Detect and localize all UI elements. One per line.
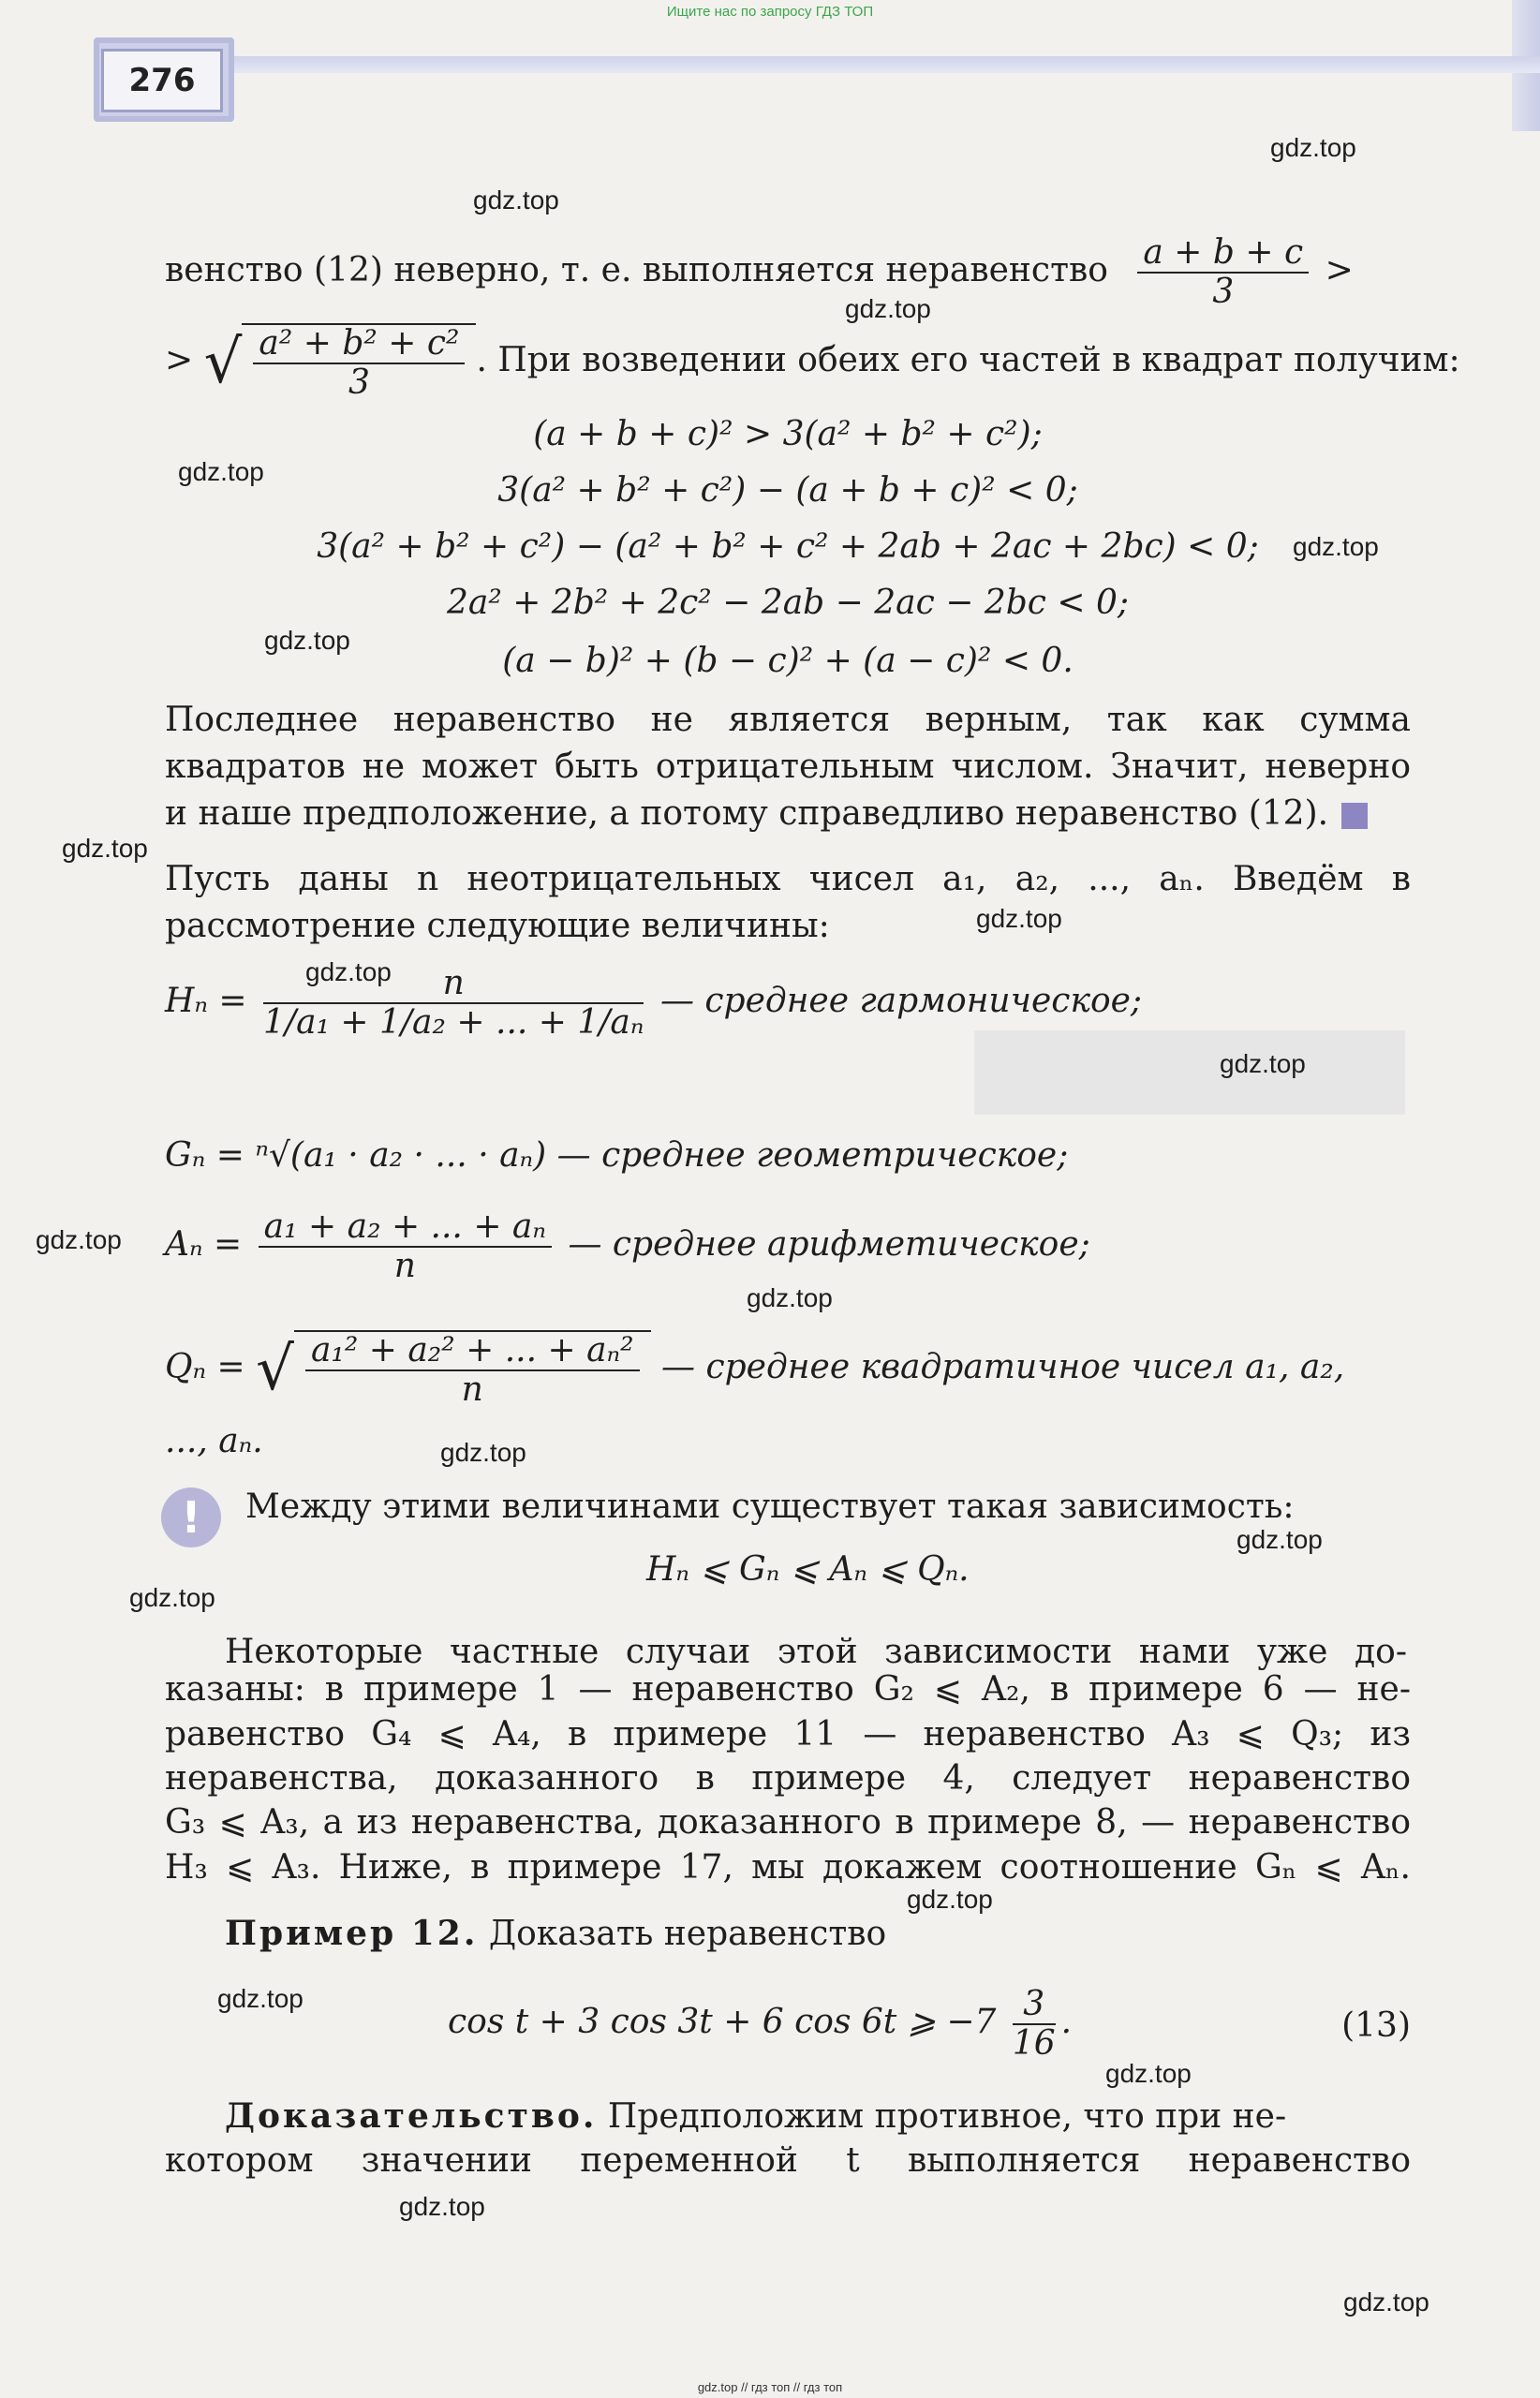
header-rule — [234, 56, 1540, 73]
equation-line: (a − b)² + (b − c)² + (a − c)² < 0. — [502, 642, 1074, 680]
fraction — [1137, 234, 1309, 311]
watermark: gdz.top — [473, 185, 559, 215]
greater-sign: > — [165, 341, 194, 379]
end-of-proof-square-icon — [1341, 803, 1368, 829]
proof-line: котором значении переменной t выполняется неравенство — [165, 2141, 1411, 2180]
formula-lhs: Qₙ = — [165, 1348, 245, 1386]
text-span: венство (12) неверно, т. е. выполняется неравенство — [165, 251, 1108, 289]
watermark: gdz.top — [36, 1225, 122, 1254]
formula-geometric-mean — [165, 1133, 1411, 1178]
formula-quadratic-mean — [165, 1330, 1411, 1409]
proof-text: Предположим противное, что при не- — [607, 2097, 1287, 2136]
formula-description: — среднее гармоническое; — [659, 982, 1143, 1020]
paragraph-line: неравенства, доказанного в примере 4, следует неравенство — [165, 1759, 1411, 1798]
fraction-numerator: n — [263, 965, 644, 1004]
formula-description: — среднее геометрическое; — [556, 1136, 1069, 1175]
example-text: Доказать неравенство — [488, 1915, 887, 1953]
watermark: gdz.top — [1343, 2287, 1429, 2317]
watermark: gdz.top — [1105, 2059, 1192, 2088]
bottom-note: gdz.top // гдз топ // гдз топ — [697, 2380, 843, 2394]
formula-lhs: Gₙ = ⁿ√(a₁ · a₂ · ... · aₙ) — [165, 1136, 547, 1175]
watermark: gdz.top — [845, 294, 931, 323]
fraction — [305, 1332, 640, 1409]
example-label: Пример 12. — [225, 1914, 479, 1953]
example-formula — [448, 1986, 1197, 2063]
text-span: и наше предположение, а потому справедливо неравенство (12). — [165, 794, 1329, 833]
sqrt-sign: √ — [203, 328, 243, 397]
paragraph-line: G₃ ⩽ A₃, а из неравенства, доказанного в примере 8, — неравенство — [165, 1803, 1411, 1842]
fraction-numerator: a² + b² + c² — [253, 325, 465, 364]
paragraph-line: Пусть даны n неотрицательных чисел a₁, a₂, ..., aₙ. Введём в — [165, 860, 1411, 898]
greater-sign: > — [1325, 251, 1354, 289]
attention-icon: ! — [161, 1488, 221, 1547]
paragraph-line: равенство G₄ ⩽ A₄, в примере 11 — неравенство A₃ ⩽ Q₃; из — [165, 1715, 1411, 1754]
fraction-denominator: 16 — [1012, 2024, 1056, 2063]
watermark: gdz.top — [305, 957, 392, 986]
watermark: gdz.top — [976, 904, 1062, 933]
fraction-denominator: 3 — [1212, 273, 1235, 311]
watermark: gdz.top — [217, 1984, 304, 2013]
equation-line: 3(a² + b² + c²) − (a + b + c)² < 0; — [497, 471, 1078, 510]
paragraph-line: Некоторые частные случаи этой зависимости нами уже до- — [225, 1633, 1407, 1671]
watermark: gdz.top — [264, 626, 350, 655]
text-line — [165, 234, 1401, 311]
bleed-through-block — [974, 1030, 1405, 1115]
fraction-denominator: n — [461, 1370, 483, 1409]
relation-formula: Hₙ ⩽ Gₙ ⩽ Aₙ ⩽ Qₙ. — [646, 1550, 970, 1589]
formula-lhs: Hₙ = — [165, 982, 247, 1020]
relation-text: Между этими величинами существует такая зависимость: — [245, 1488, 1295, 1526]
example-heading — [225, 1911, 1471, 1957]
text-span: . При возведении обеих его частей в квадрат получим: — [476, 341, 1460, 379]
sqrt-body — [242, 323, 476, 402]
paragraph-line — [165, 792, 1411, 836]
fraction-denominator: 3 — [348, 363, 370, 402]
page-number: 276 — [101, 49, 223, 112]
fraction — [253, 325, 465, 402]
formula-arithmetic-mean — [165, 1208, 1411, 1285]
fraction-numerator: a + b + c — [1137, 234, 1309, 274]
proof-label: Доказательство. — [225, 2096, 598, 2136]
formula-lhs: Aₙ = — [165, 1225, 243, 1264]
watermark: gdz.top — [62, 834, 148, 863]
equation-number: (13) — [1341, 2006, 1411, 2045]
fraction-denominator: n — [393, 1247, 416, 1285]
paragraph-line: Последнее неравенство не является верным, так как сумма — [165, 701, 1411, 739]
formula-lhs: cos t + 3 cos 3t + 6 cos 6t ⩾ −7 — [448, 2003, 997, 2041]
paragraph-line: рассмотрение следующие величины: — [165, 907, 830, 945]
watermark: gdz.top — [1293, 532, 1379, 561]
watermark: gdz.top — [399, 2192, 485, 2221]
watermark: gdz.top — [1220, 1049, 1306, 1078]
fraction-numerator: a₁ + a₂ + ... + aₙ — [259, 1208, 552, 1248]
proof-line — [225, 2094, 1407, 2139]
watermark: gdz.top — [440, 1438, 526, 1467]
equation-line: 2a² + 2b² + 2c² − 2ab − 2ac − 2bc < 0; — [446, 584, 1130, 622]
watermark: gdz.top — [747, 1283, 833, 1312]
text-line — [165, 323, 1460, 402]
watermark: gdz.top — [1236, 1525, 1323, 1554]
formula-tail: ..., aₙ. — [165, 1422, 263, 1460]
fraction-numerator: a₁² + a₂² + ... + aₙ² — [305, 1332, 640, 1371]
equation-line: 3(a² + b² + c²) − (a² + b² + c² + 2ab + 2ac + 2bc) < 0; — [317, 527, 1259, 566]
sqrt-body — [294, 1330, 651, 1409]
formula-description: — среднее арифметическое; — [568, 1225, 1090, 1264]
fraction — [259, 1208, 552, 1285]
fraction-numerator: 3 — [1013, 1986, 1056, 2025]
paragraph-line: H₃ ⩽ A₃. Ниже, в примере 17, мы докажем соотношение Gₙ ⩽ Aₙ. — [165, 1848, 1411, 1887]
equation-line: (a + b + c)² > 3(a² + b² + c²); — [533, 415, 1043, 453]
fraction-denominator: 1/a₁ + 1/a₂ + ... + 1/aₙ — [263, 1003, 644, 1042]
formula-description: — среднее квадратичное чисел a₁, a₂, — [661, 1348, 1345, 1386]
paragraph-line: квадратов не может быть отрицательным числом. Значит, неверно — [165, 748, 1411, 786]
paragraph-line: казаны: в примере 1 — неравенство G₂ ⩽ A₂, в примере 6 — не- — [165, 1670, 1411, 1709]
sqrt-sign: √ — [256, 1335, 294, 1404]
watermark: gdz.top — [1270, 133, 1356, 162]
formula-end: . — [1060, 2003, 1073, 2041]
watermark: gdz.top — [907, 1885, 993, 1914]
fraction — [1013, 1986, 1056, 2063]
watermark: gdz.top — [178, 457, 264, 486]
top-search-note: Ищите нас по запросу ГДЗ ТОП — [666, 4, 874, 20]
watermark: gdz.top — [129, 1583, 215, 1612]
